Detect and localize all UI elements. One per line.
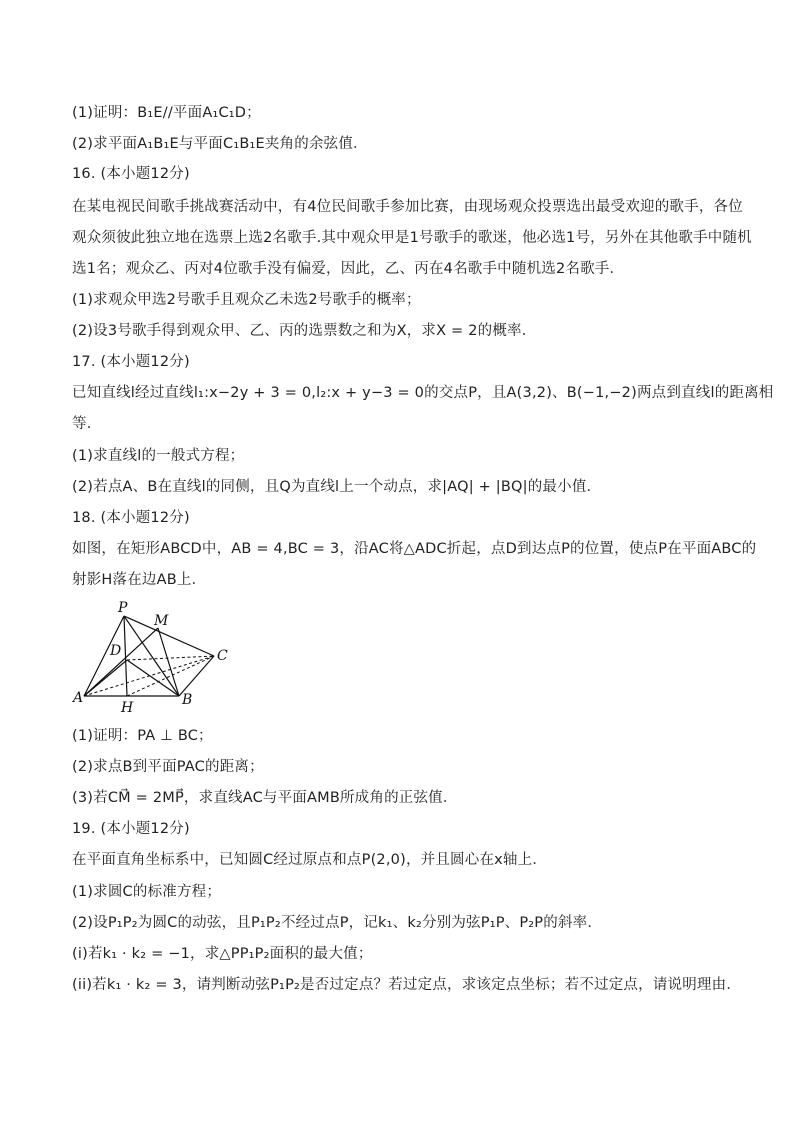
q17-stem-line2: 等．: [72, 416, 102, 432]
q19-part2-i: (i)若k₁ · k₂ = −1，求△PP₁P₂面积的最大值；: [72, 946, 373, 962]
edge-AD: [84, 660, 127, 696]
q19-part1: (1)求圆C的标准方程；: [72, 884, 222, 900]
edge-PH: [124, 616, 127, 696]
pyramid-figure: [72, 598, 242, 716]
edge-DC-dashed: [127, 656, 214, 660]
edge-AM: [84, 628, 158, 696]
edge-AC-dashed: [84, 656, 214, 696]
q18-part1: (1)证明：PA ⊥ BC；: [72, 728, 213, 744]
q15-part1: (1)证明：B₁E//平面A₁C₁D；: [72, 105, 261, 121]
q19-part2-ii: (ii)若k₁ · k₂ = 3，请判断动弦P₁P₂是否过定点？若过定点，求该定点坐标；若不过定点，请说明理由．: [72, 977, 742, 993]
label-P: P: [118, 600, 128, 616]
q18-part3: (3)若CM⃗ = 2MP⃗，求直线AC与平面AMB所成角的正弦值．: [72, 790, 458, 806]
label-C: C: [217, 648, 228, 664]
q19-stem: 在平面直角坐标系中，已知圆C经过原点和点P(2,0)，并且圆心在x轴上．: [72, 852, 548, 868]
label-D: D: [110, 643, 122, 659]
q16-stem-line1: 在某电视民间歌手挑战赛活动中，有4位民间歌手参加比赛，由现场观众投票选出最受欢迎的歌手，各位: [72, 199, 743, 215]
q16-heading: 16. (本小题12分): [72, 166, 190, 182]
q16-part1: (1)求观众甲选2号歌手且观众乙未选2号歌手的概率；: [72, 292, 421, 308]
q16-stem-line2: 观众须彼此独立地在选票上选2名歌手.其中观众甲是1号歌手的歌迷，他必选1号，另外在其他歌手中随机: [72, 230, 752, 246]
q18-part2: (2)求点B到平面PAC的距离；: [72, 759, 264, 775]
q17-stem-line1: 已知直线l经过直线l₁:x−2y + 3 = 0,l₂:x + y−3 = 0的交点P，且A(3,2)、B(−1,−2)两点到直线l的距离相: [72, 385, 774, 401]
edge-BC: [179, 656, 214, 696]
q15-part2: (2)求平面A₁B₁E与平面C₁B₁E夹角的余弦值．: [72, 136, 368, 152]
q18-stem-line2: 射影H落在边AB上．: [72, 572, 207, 588]
label-A: A: [73, 690, 84, 706]
pyramid-diagram: [72, 598, 242, 716]
q17-part2: (2)若点A、B在直线l的同侧，且Q为直线l上一个动点，求|AQ| + |BQ|的最小值．: [72, 479, 602, 495]
q17-part1: (1)求直线l的一般式方程；: [72, 448, 245, 464]
edge-MB: [158, 628, 179, 696]
q18-heading: 18. (本小题12分): [72, 510, 190, 526]
q19-heading: 19. (本小题12分): [72, 821, 190, 837]
q18-stem-line1: 如图，在矩形ABCD中，AB = 4,BC = 3，沿AC将△ADC折起，点D到达点P的位置，使点P在平面ABC的: [72, 541, 757, 557]
label-B: B: [182, 692, 193, 708]
label-M: M: [154, 613, 169, 629]
q19-part2: (2)设P₁P₂为圆C的动弦，且P₁P₂不经过点P，记k₁、k₂分别为弦P₁P、P₂P的斜率．: [72, 915, 603, 931]
edge-DB: [127, 660, 179, 696]
q16-part2: (2)设3号歌手得到观众甲、乙、丙的选票数之和为X，求X = 2的概率．: [72, 323, 537, 339]
label-H: H: [121, 700, 134, 716]
q16-stem-line3: 选1名；观众乙、丙对4位歌手没有偏爱，因此，乙、丙在4名歌手中随机选2名歌手．: [72, 261, 625, 277]
q17-heading: 17. (本小题12分): [72, 354, 190, 370]
